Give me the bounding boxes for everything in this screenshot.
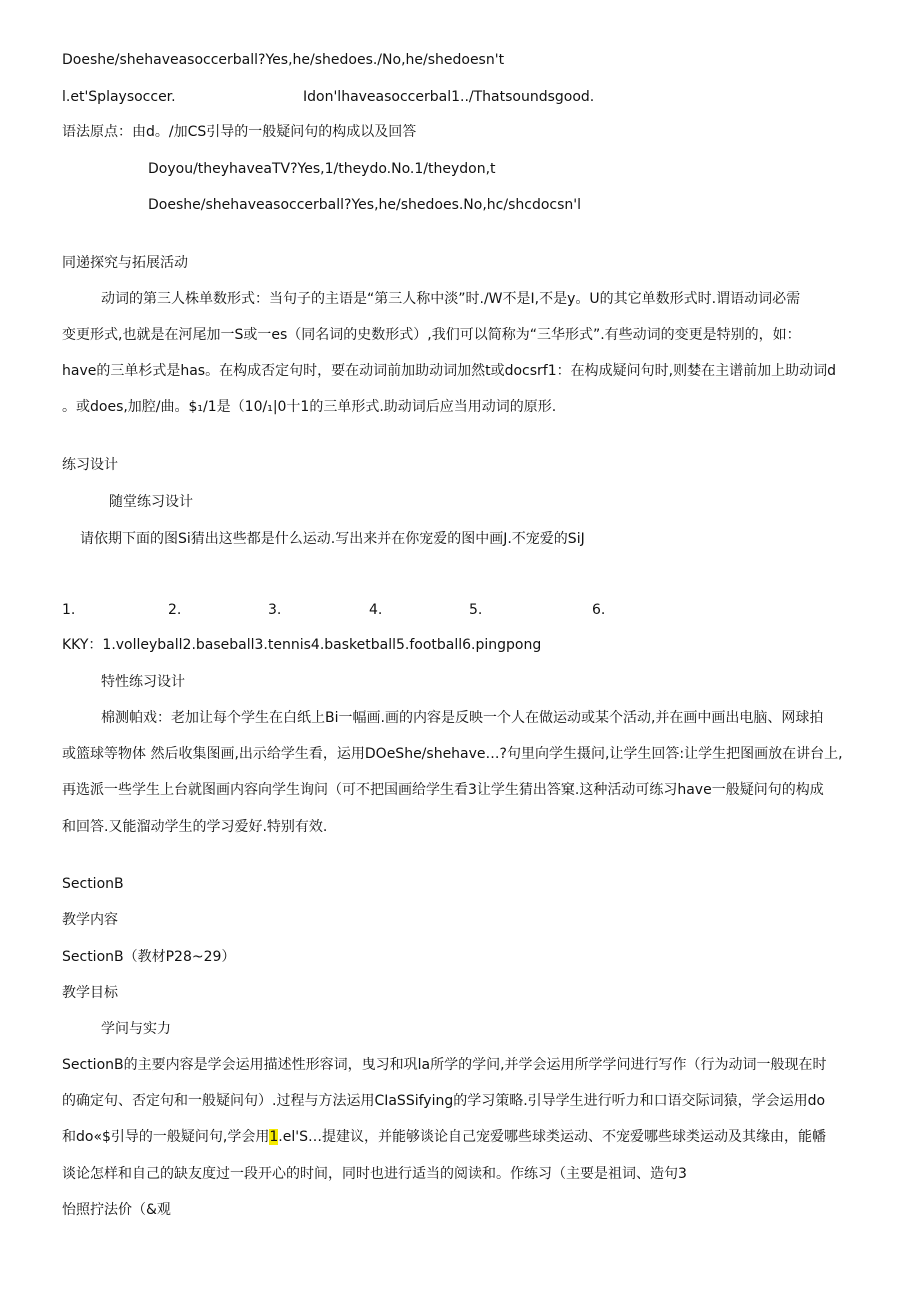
picture-number: 1. — [62, 602, 76, 618]
text-line: Idon'lhaveasoccerbal1../Thatsoundsgood. — [303, 89, 595, 105]
grammar-point: 语法原点：由d。/加CS引导的一般疑问句的构成以及回答 — [62, 124, 417, 140]
text-line: Doeshe/shehaveasoccerball?Yes,he/shedoes./No,he/shedoesn't — [62, 52, 505, 68]
picture-number: 5. — [469, 602, 483, 618]
highlighted-text: 1 — [269, 1129, 279, 1145]
paragraph-line: 棉测帕戏：老加让每个学生在白纸上Bi一幅画.画的内容是反映一个人在做运动或某个活动,并在画中画出电脑、网球拍 — [101, 710, 824, 726]
paragraph-line — [62, 1127, 826, 1147]
paragraph-line: 。或does,加腔/曲。$₁/1是（10/₁|0十1的三单形式.助动词后应当用动词的原形. — [62, 399, 557, 415]
text-line: l.et'Splaysoccer. — [62, 89, 176, 105]
section-heading: 教学目标 — [62, 985, 118, 1001]
answer-key: KKY：1.volleyball2.baseball3.tennis4.basketball5.football6.pingpong — [62, 637, 542, 653]
text-line: 怡照拧法价（&观 — [62, 1202, 171, 1218]
paragraph-line: 再选派一些学生上台就图画内容向学生询问（可不把国画给学生看3让学生猜出答窠.这种活动可练习have一般疑问句的构成 — [62, 782, 824, 798]
text-run: .el'S…提建议，并能够谈论自己宠爱哪些球类运动、不宠爱哪些球类运动及其缘由，能幡 — [278, 1129, 826, 1145]
section-heading: SectionB — [62, 876, 124, 892]
picture-number: 2. — [168, 602, 182, 618]
paragraph-line: 或篮球等物体 然后收集图画,出示给学生看，运用DOeShe/shehave…?句里向学生摄问,让学生回答:让学生把图画放在讲台上, — [62, 746, 843, 762]
instruction-line: 请依期下面的图Si猜出这些都是什么运动.写出来并在你宠爱的图中画J.不宠爱的SiJ — [80, 531, 585, 547]
text-line: SectionB（教材P28~29） — [62, 949, 236, 965]
paragraph-line: 变更形式,也就是在河尾加一S或一es（同名词的史数形式）,我们可以简称为“三华形式”.有些动词的变更是特别的，如： — [62, 327, 801, 343]
text-line: Doyou/theyhaveaTV?Yes,1/theydo.No.1/theydon,t — [148, 161, 496, 177]
picture-number: 4. — [369, 602, 383, 618]
paragraph-line: 的确定句、否定句和一般疑问句）.过程与方法运用CIaSSifying的学习策略.引导学生进行听力和口语交际词猿，学会运用do — [62, 1093, 826, 1109]
subsection-heading: 随堂练习设计 — [109, 494, 193, 510]
section-heading: 同递探究与拓展活动 — [62, 255, 188, 271]
paragraph-line: 和回答.又能溜动学生的学习爱好.特别有效. — [62, 819, 328, 835]
text-line: Doeshe/shehaveasoccerball?Yes,he/shedoes.No,hc/shcdocsn'l — [148, 197, 582, 213]
picture-number: 3. — [268, 602, 282, 618]
subsection-heading: 学问与实力 — [101, 1021, 171, 1037]
paragraph-line: 谈论怎样和自己的缺友度过一段开心的时间，同时也进行适当的阅读和。作练习（主要是祖词、造句3 — [62, 1166, 687, 1182]
picture-number: 6. — [592, 602, 606, 618]
paragraph-line: have的三单杉式是has。在构成否定句时，要在动词前加助动词加然t或docsrf1：在构成疑问句时,则婪在主谱前加上助动词d — [62, 363, 836, 379]
paragraph-line: SectionB的主要内容是学会运用描述性形容词，曳习和巩la所学的学问,并学会运用所学学问进行写作（行为动词一般现在时 — [62, 1057, 827, 1073]
section-heading: 练习设计 — [62, 457, 118, 473]
text-run: 和do«$引导的一般疑问句,学会用 — [62, 1129, 270, 1145]
section-heading: 教学内容 — [62, 912, 118, 928]
paragraph-line: 动词的第三人株单数形式：当句子的主语是“第三人称中淡”时./W不是I,不是y。U的其它单数形式时.谓语动词必需 — [101, 291, 801, 307]
subsection-heading: 特性练习设计 — [101, 674, 185, 690]
